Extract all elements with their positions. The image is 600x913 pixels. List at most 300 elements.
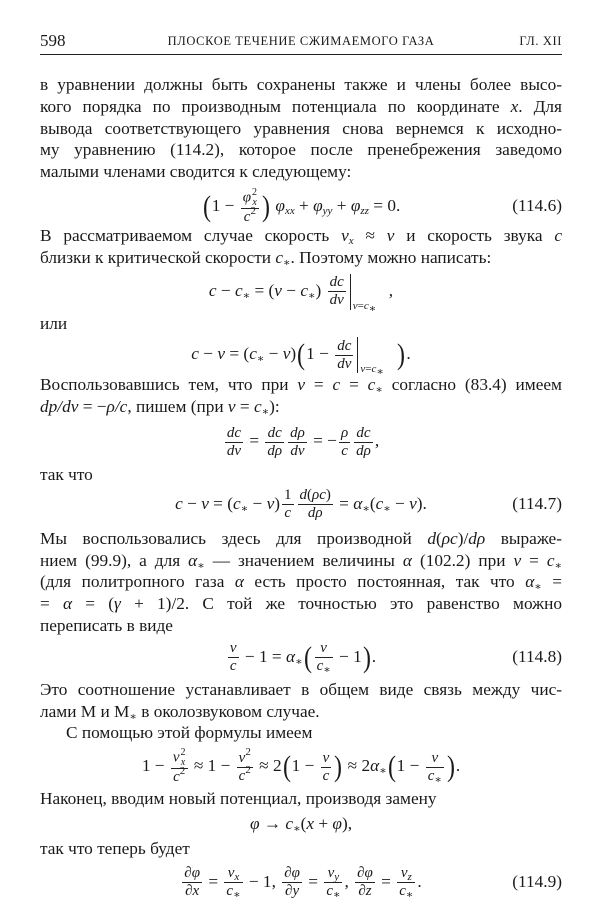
text-run: Воспользовавшись тем, что при	[40, 375, 298, 395]
math-symbol: α	[286, 646, 296, 666]
math-symbol: d	[427, 528, 436, 548]
text-run: = (	[72, 594, 115, 614]
numerator	[335, 338, 353, 356]
subscript	[323, 205, 333, 217]
text-run: = (	[208, 493, 234, 513]
text-line	[40, 396, 562, 418]
text-run: согласно (83.4) имеем	[382, 375, 562, 395]
large-parenthesis: (	[303, 640, 312, 674]
text-run: ∗	[308, 289, 316, 302]
subscript	[408, 871, 412, 883]
text-run: − 1	[334, 646, 362, 666]
numerator	[228, 640, 239, 658]
math-symbol: ρc	[441, 528, 458, 548]
math-symbol: z	[407, 871, 412, 884]
denominator	[224, 883, 242, 900]
large-parenthesis: )	[262, 190, 271, 224]
text-line	[40, 464, 562, 486]
text-run: =	[204, 871, 223, 891]
math-symbol: v	[386, 225, 395, 245]
text-run: =	[541, 572, 562, 592]
denominator	[315, 658, 333, 675]
math-symbol: v	[227, 397, 236, 417]
text-run: лами M и M	[40, 701, 130, 721]
text-run: −	[281, 280, 301, 300]
numerator	[339, 425, 350, 443]
math-symbol: c	[367, 375, 376, 395]
math-symbol: dv	[329, 292, 344, 309]
text-run: Наконец, вводим новый потенциал, производя замену	[40, 789, 437, 809]
denominator	[265, 443, 284, 460]
math-symbol: dv	[337, 355, 352, 372]
denominator	[237, 763, 253, 785]
numerator	[354, 425, 373, 443]
paragraph	[40, 838, 562, 860]
text-run: 2	[245, 763, 251, 776]
text-run: ).	[416, 493, 427, 513]
math-symbol: v	[320, 640, 327, 657]
denominator	[282, 883, 302, 900]
fraction	[328, 274, 346, 309]
fraction	[298, 487, 333, 522]
subscript	[323, 664, 330, 676]
text-run: кого порядка по производным потенциала по координате	[40, 96, 511, 116]
text-run: −	[182, 493, 202, 513]
text-run: и скорость звука	[394, 225, 555, 245]
math-symbol: c	[191, 344, 199, 364]
text-line	[40, 593, 562, 615]
text-line	[40, 722, 562, 744]
text-run: = (	[225, 344, 250, 364]
text-run: +	[294, 195, 314, 215]
large-parenthesis: (	[282, 750, 291, 784]
text-run: переписать в виде	[40, 615, 173, 635]
paragraph	[40, 722, 562, 744]
denominator	[324, 883, 342, 900]
fraction	[315, 640, 333, 675]
math-symbol: ρ	[340, 424, 349, 441]
equation	[40, 187, 562, 225]
math-symbol: dc	[226, 424, 241, 441]
math-symbol: dρ	[307, 505, 323, 522]
math-symbol: dρ	[356, 442, 371, 459]
text-run: =	[303, 871, 323, 891]
math-symbol: v	[172, 749, 180, 766]
text-run: ∗	[293, 822, 301, 835]
text-run: выраже-	[485, 528, 562, 548]
math-symbol: v	[431, 749, 439, 766]
text-run: =	[305, 375, 333, 395]
text-line	[40, 374, 562, 396]
equation-body	[141, 745, 461, 786]
text-run: )	[315, 280, 326, 300]
large-parenthesis: (	[297, 338, 306, 372]
text-run: ∗	[362, 502, 370, 515]
text-line	[40, 247, 562, 269]
text-run: = (	[250, 280, 275, 300]
math-symbol: c	[554, 225, 562, 245]
math-symbol: dv	[226, 442, 241, 459]
math-symbol: c	[208, 280, 217, 300]
subscript	[285, 205, 295, 217]
text-run: +	[314, 813, 333, 833]
text-run: =	[245, 430, 264, 450]
subscript	[534, 581, 541, 593]
text-run: )	[325, 487, 331, 504]
fraction	[282, 865, 302, 900]
text-run: ):	[269, 397, 280, 417]
text-line	[40, 701, 562, 723]
text-run: 1 −	[291, 756, 319, 776]
numerator	[282, 487, 294, 505]
text-run: −	[248, 493, 267, 513]
paragraph	[40, 679, 562, 723]
page-body	[40, 74, 562, 904]
equation	[40, 269, 562, 313]
text-line	[40, 118, 562, 140]
fraction	[335, 338, 353, 373]
math-symbol: dc	[267, 424, 282, 441]
math-symbol: ∂x	[185, 883, 200, 900]
text-run: ,	[374, 430, 380, 450]
math-symbol: x	[306, 813, 315, 833]
text-run: . Для	[518, 96, 562, 116]
fraction	[228, 640, 239, 675]
numerator	[426, 750, 444, 768]
math-symbol: c	[226, 883, 234, 900]
text-run: .	[371, 646, 377, 666]
fraction	[321, 750, 332, 785]
text-run: му уравнению (114.2), которое после пренебрежения заведомо	[40, 140, 562, 160]
text-run: 1	[284, 487, 292, 504]
math-symbol: v	[274, 280, 282, 300]
text-run: или	[40, 313, 68, 333]
text-run: ∗	[534, 581, 542, 594]
math-symbol: yy	[322, 204, 333, 217]
large-parenthesis: )	[362, 640, 371, 674]
text-line	[40, 313, 562, 335]
text-run: ∗	[376, 366, 384, 379]
math-symbol: dp/dv	[40, 397, 79, 417]
math-symbol: α	[234, 572, 244, 592]
text-run: .	[455, 756, 461, 776]
equation	[40, 418, 562, 464]
math-symbol: v	[341, 225, 349, 245]
math-symbol: c	[375, 493, 384, 513]
numerator	[298, 487, 333, 505]
math-symbol: dρ	[468, 528, 486, 548]
subscript	[234, 871, 239, 883]
text-line	[40, 679, 562, 701]
subscript	[243, 290, 250, 302]
math-symbol: c	[363, 299, 369, 312]
text-run: 2	[179, 765, 186, 778]
text-run: так что	[40, 464, 93, 484]
math-symbol: α	[402, 550, 412, 570]
text-run: 1 −	[396, 756, 424, 776]
equation-number: (114.8)	[512, 646, 562, 666]
denominator	[228, 658, 239, 675]
numerator	[224, 865, 242, 883]
math-symbol: c	[253, 397, 262, 417]
fraction	[288, 425, 307, 460]
text-run: ∗	[405, 889, 414, 902]
math-symbol: v	[282, 344, 291, 364]
text-run: близки к критической скорости	[40, 247, 276, 267]
subscript	[383, 503, 390, 515]
text-run: ∗	[368, 302, 377, 315]
subscript	[362, 503, 369, 515]
paragraph	[40, 464, 562, 486]
math-symbol: zz	[360, 204, 369, 217]
fraction	[426, 750, 444, 785]
denominator	[397, 883, 415, 900]
text-run: ≈ 1 −	[189, 756, 235, 776]
subscript	[295, 656, 302, 668]
denominator	[328, 292, 346, 309]
fraction	[224, 865, 242, 900]
math-symbol: v	[409, 493, 417, 513]
subscript	[197, 560, 204, 572]
fraction	[265, 425, 284, 460]
math-symbol: c	[284, 505, 292, 522]
math-symbol: v	[229, 640, 237, 657]
math-symbol: c	[326, 883, 333, 900]
math-symbol: α	[370, 756, 380, 776]
text-run: −	[216, 280, 235, 300]
denominator	[241, 205, 259, 226]
text-run: ∗	[129, 710, 137, 723]
text-run: ,	[388, 280, 394, 300]
superscript	[250, 205, 256, 217]
text-run: ∗	[434, 773, 442, 786]
paragraph	[40, 374, 562, 418]
equation-number: (114.9)	[512, 871, 562, 891]
text-run: ≈ 2	[254, 756, 282, 776]
text-run: (	[435, 528, 442, 548]
fraction	[354, 425, 373, 460]
math-symbol: v	[360, 363, 366, 376]
subscript	[293, 823, 300, 835]
text-run: нием (99.9), а для	[40, 550, 189, 570]
text-run: ∗	[323, 664, 331, 677]
numerator	[324, 865, 342, 883]
text-run: −	[198, 344, 218, 364]
numerator	[355, 865, 375, 883]
equation	[40, 744, 562, 788]
chapter-label: ГЛ. XII	[519, 34, 562, 48]
equation	[40, 810, 562, 838]
text-run: 1 −	[211, 195, 239, 215]
text-run: в уравнении должны быть сохранены также и члены более высо-	[40, 75, 562, 94]
math-symbol: d	[299, 487, 307, 504]
text-run: ∗	[242, 289, 251, 302]
text-run: ∗	[383, 502, 391, 515]
math-symbol: dv	[290, 442, 305, 459]
numerator	[315, 640, 333, 658]
text-run: 1 −	[141, 756, 169, 776]
large-parenthesis: (	[202, 190, 211, 224]
equation-body	[226, 640, 377, 677]
math-symbol: φ	[313, 195, 323, 215]
math-symbol: c	[341, 442, 348, 459]
denominator	[335, 356, 353, 373]
math-symbol: dρ	[267, 442, 283, 459]
fraction	[339, 425, 350, 460]
text-run: − 1,	[244, 871, 281, 891]
text-run: 2	[180, 747, 186, 759]
text-run: = −	[308, 430, 337, 450]
math-symbol: c	[243, 209, 251, 226]
math-symbol: ∂y	[285, 883, 300, 900]
text-run: ∗	[240, 502, 249, 515]
math-symbol: ∂φ	[284, 865, 300, 882]
math-symbol: c	[427, 767, 435, 784]
numerator	[288, 425, 307, 443]
subscript	[379, 765, 386, 777]
math-symbol: v	[227, 865, 235, 882]
math-symbol: dc	[329, 274, 344, 291]
math-symbol: ρ/c	[106, 397, 128, 417]
paragraph	[40, 313, 562, 335]
superscript	[245, 764, 251, 776]
subscript	[233, 889, 240, 901]
math-symbol: xx	[284, 204, 295, 217]
math-symbol: c	[275, 247, 284, 267]
subscript	[360, 205, 369, 217]
evaluation-bar	[350, 274, 389, 315]
math-symbol: x	[510, 96, 519, 116]
large-parenthesis: (	[387, 750, 396, 784]
text-run: =	[340, 375, 368, 395]
text-run: ∗	[261, 406, 270, 419]
equation	[40, 334, 562, 379]
text-run: ≈	[353, 225, 387, 245]
equation-body	[250, 814, 352, 833]
math-symbol: x	[180, 757, 186, 769]
equation-number: (114.6)	[512, 195, 562, 215]
math-symbol: x	[234, 871, 240, 884]
text-run: в околозвуковом случае.	[136, 701, 320, 721]
subscript	[406, 889, 413, 901]
text-run: .	[417, 871, 422, 891]
text-run: ,	[344, 871, 354, 891]
text-run: =	[365, 363, 372, 376]
math-symbol: dc	[356, 424, 371, 441]
text-line	[40, 571, 562, 593]
text-run: (102.2) при	[411, 550, 514, 570]
math-symbol: c	[322, 767, 330, 784]
equation-body	[202, 187, 401, 226]
text-run: ∗	[197, 559, 205, 572]
fraction	[225, 425, 243, 460]
text-run: ∗	[283, 256, 291, 269]
subscript	[334, 871, 339, 883]
denominator	[182, 883, 202, 900]
subscript	[375, 384, 382, 396]
math-symbol: φ	[350, 195, 361, 215]
equation-body	[191, 337, 411, 379]
text-run: =	[357, 299, 364, 312]
math-symbol: ∂φ	[184, 865, 200, 882]
text-line	[40, 74, 562, 96]
math-symbol: c	[249, 344, 257, 364]
numerator	[265, 425, 284, 443]
numerator	[397, 865, 415, 883]
text-run: =	[334, 493, 354, 513]
large-parenthesis: )	[334, 750, 343, 784]
paragraph	[40, 788, 562, 810]
large-parenthesis: )	[446, 750, 455, 784]
denominator	[426, 768, 444, 785]
math-symbol: c	[233, 493, 241, 513]
text-run: Мы воспользовались здесь для производной	[40, 528, 428, 548]
running-header	[40, 30, 562, 55]
text-run: вывода соответствующего уравнения снова вернемся к исходно-	[40, 118, 562, 138]
subscript	[555, 560, 562, 572]
denominator	[288, 443, 307, 460]
fraction	[324, 865, 342, 900]
math-symbol: c	[285, 813, 294, 833]
text-line	[40, 528, 562, 550]
subscript	[434, 774, 441, 786]
math-symbol: c	[234, 280, 243, 300]
math-symbol: ∂z	[358, 883, 372, 900]
denominator	[354, 443, 373, 460]
numerator	[182, 865, 202, 883]
math-symbol: α	[62, 594, 73, 614]
evaluation-subscript	[352, 299, 377, 315]
math-symbol: v	[327, 865, 335, 882]
math-symbol: c	[332, 375, 341, 395]
fraction	[241, 188, 259, 226]
paragraph	[40, 528, 562, 637]
text-run: Это соотношение устанавливает в общем виде связь между чис-	[40, 679, 562, 699]
large-parenthesis: )	[397, 338, 406, 372]
math-symbol: c	[399, 883, 406, 900]
text-run: (для политропного газа	[40, 572, 235, 592]
text-run: ∗	[256, 353, 265, 366]
text-run: ∗	[379, 765, 387, 778]
paragraph	[40, 225, 562, 269]
math-symbol: v	[297, 375, 306, 395]
text-run: − 1 =	[240, 646, 286, 666]
denominator	[298, 505, 333, 522]
math-symbol: ∂φ	[357, 865, 373, 882]
text-run: так что теперь будет	[40, 838, 190, 858]
math-symbol: c	[371, 363, 377, 376]
text-run: С помощью этой формулы имеем	[66, 723, 313, 743]
fraction	[237, 745, 253, 785]
text-run: ∗	[375, 384, 383, 397]
math-symbol: α	[525, 572, 535, 592]
text-run: .	[406, 344, 411, 364]
text-run: ∗	[295, 655, 303, 668]
denominator	[282, 505, 294, 522]
superscript	[245, 746, 251, 758]
text-run: — значением величины	[204, 550, 403, 570]
math-symbol: φ	[249, 813, 260, 833]
subscript	[333, 889, 340, 901]
math-symbol: ρc	[312, 487, 326, 504]
text-run: +	[332, 195, 351, 215]
fraction	[282, 487, 294, 522]
text-run: =	[40, 594, 63, 614]
text-run: , пишем (при	[127, 397, 228, 417]
running-title: ПЛОСКОЕ ТЕЧЕНИЕ СЖИМАЕМОГО ГАЗА	[167, 34, 435, 48]
numerator	[225, 425, 243, 443]
page-number: 598	[40, 31, 66, 50]
